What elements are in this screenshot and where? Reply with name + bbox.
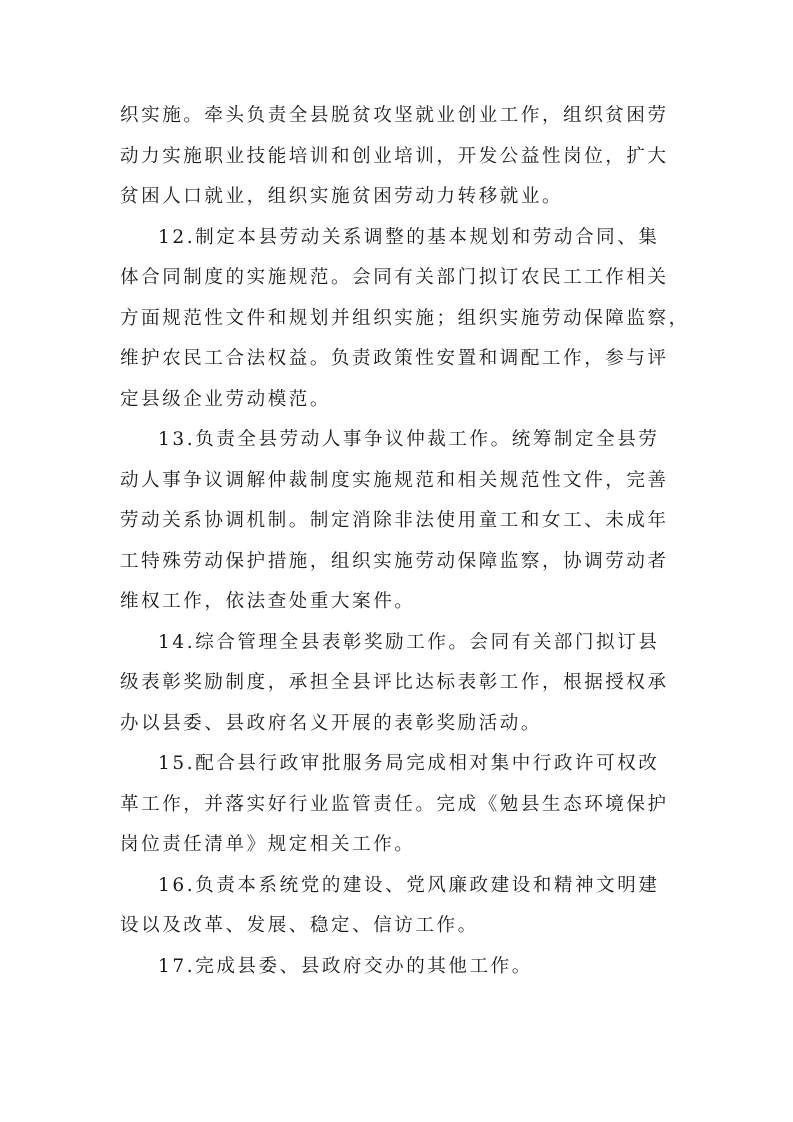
text-line: 动人事争议调解仲裁制度实施规范和相关规范性文件，完善: [120, 469, 669, 491]
text-line: 方面规范性文件和规划并组织实施；组织实施劳动保障监察，: [120, 307, 690, 329]
text-line: 劳动关系协调机制。制定消除非法使用童工和女工、未成年: [120, 510, 669, 531]
text-line: 设以及改革、发展、稳定、信访工作。: [120, 915, 479, 936]
text-line: 革工作，并落实好行业监管责任。完成《勉县生态环境保护: [120, 793, 669, 815]
text-line: 16.负责本系统党的建设、党风廉政建设和精神文明建: [158, 874, 660, 896]
text-line: 13.负责全县劳动人事争议仲裁工作。统筹制定全县劳: [158, 429, 660, 450]
paragraph-item-15: [120, 744, 680, 866]
text-line: 维护农民工合法权益。负责政策性安置和调配工作，参与评: [120, 348, 669, 369]
paragraph-continued: [120, 96, 680, 218]
paragraph-item-14: [120, 623, 680, 745]
text-line: 工特殊劳动保护措施，组织实施劳动保障监察，协调劳动者: [120, 550, 669, 572]
text-line: 织实施。牵头负责全县脱贫攻坚就业创业工作，组织贫困劳: [120, 105, 669, 126]
paragraph-item-16: [120, 866, 680, 947]
text-line: 15.配合县行政审批服务局完成相对集中行政许可权改: [158, 753, 660, 774]
text-line: 14.综合管理全县表彰奖励工作。会同有关部门拟订县: [158, 631, 660, 653]
document-body: [120, 96, 690, 987]
text-line: 岗位责任清单》规定相关工作。: [120, 834, 416, 855]
text-line: 维权工作，依法查处重大案件。: [120, 591, 416, 612]
paragraph-item-12: [120, 218, 690, 421]
paragraph-item-13: [120, 420, 680, 623]
text-line: 体合同制度的实施规范。会同有关部门拟订农民工工作相关: [120, 267, 669, 288]
text-line: 级表彰奖励制度，承担全县评比达标表彰工作，根据授权承: [120, 672, 669, 693]
text-line: 办以县委、县政府名义开展的表彰奖励活动。: [120, 712, 543, 734]
text-line: 17.完成县委、县政府交办的其他工作。: [158, 955, 533, 977]
paragraph-item-17: [120, 947, 680, 988]
text-line: 12.制定本县劳动关系调整的基本规划和劳动合同、集: [158, 226, 660, 248]
text-line: 贫困人口就业，组织实施贫困劳动力转移就业。: [120, 186, 564, 207]
text-line: 定县级企业劳动模范。: [120, 388, 332, 410]
text-line: 动力实施职业技能培训和创业培训，开发公益性岗位，扩大: [120, 145, 669, 167]
